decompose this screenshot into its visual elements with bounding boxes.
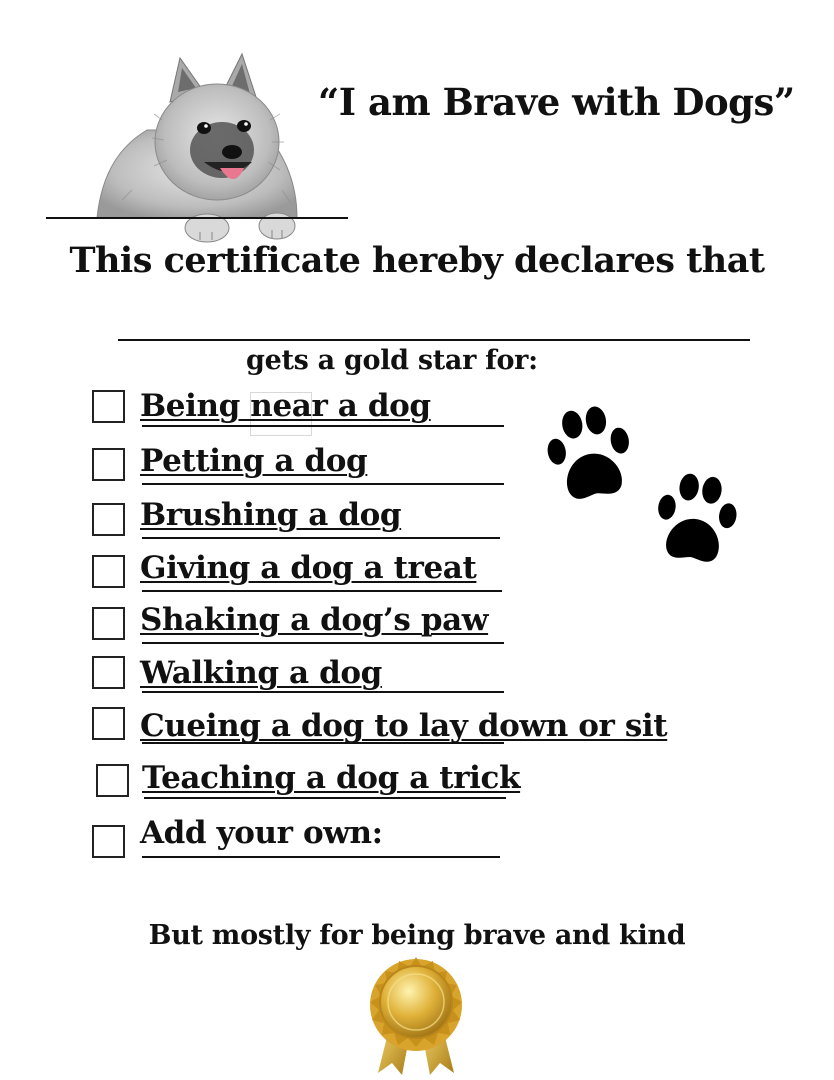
checkbox[interactable] <box>92 503 125 536</box>
dog-underline <box>46 217 348 219</box>
checklist-item-line <box>142 742 504 744</box>
checklist-item: Being near a dog <box>140 388 431 424</box>
paw-print-icon <box>648 465 744 577</box>
certificate-title: “I am Brave with Dogs” <box>318 80 795 124</box>
gold-medal-icon <box>362 955 470 1077</box>
checklist-item: Petting a dog <box>140 443 368 479</box>
checklist-item-line <box>144 797 506 799</box>
checklist-item-line <box>142 537 500 539</box>
checkbox[interactable] <box>92 825 125 858</box>
checkbox[interactable] <box>92 656 125 689</box>
checklist-item-line <box>142 642 504 644</box>
checklist-item: Cueing a dog to lay down or sit <box>140 708 668 744</box>
checklist-item-line <box>142 425 504 427</box>
checklist-item: Brushing a dog <box>140 497 402 533</box>
paw-print-icon <box>540 400 640 512</box>
checklist-item-line <box>142 483 504 485</box>
checklist-item-line <box>142 856 500 858</box>
checkbox[interactable] <box>92 707 125 740</box>
checkbox[interactable] <box>92 390 125 423</box>
checklist-item: Walking a dog <box>140 655 382 691</box>
checkbox[interactable] <box>92 555 125 588</box>
checklist-item: Add your own: <box>140 815 383 851</box>
checkbox[interactable] <box>92 448 125 481</box>
checkbox[interactable] <box>92 607 125 640</box>
closing-text: But mostly for being brave and kind <box>148 920 686 951</box>
gold-star-text: gets a gold star for: <box>246 345 538 376</box>
checklist-item: Shaking a dog’s paw <box>140 602 489 638</box>
name-blank-line <box>118 339 750 341</box>
checklist-item-line <box>142 590 502 592</box>
dog-illustration <box>92 50 302 245</box>
checkbox[interactable] <box>96 764 129 797</box>
checklist-item-line <box>142 691 504 693</box>
checklist-item: Giving a dog a treat <box>140 550 477 586</box>
declaration-text: This certificate hereby declares that <box>69 240 765 281</box>
checklist-item: Teaching a dog a trick <box>142 760 521 796</box>
